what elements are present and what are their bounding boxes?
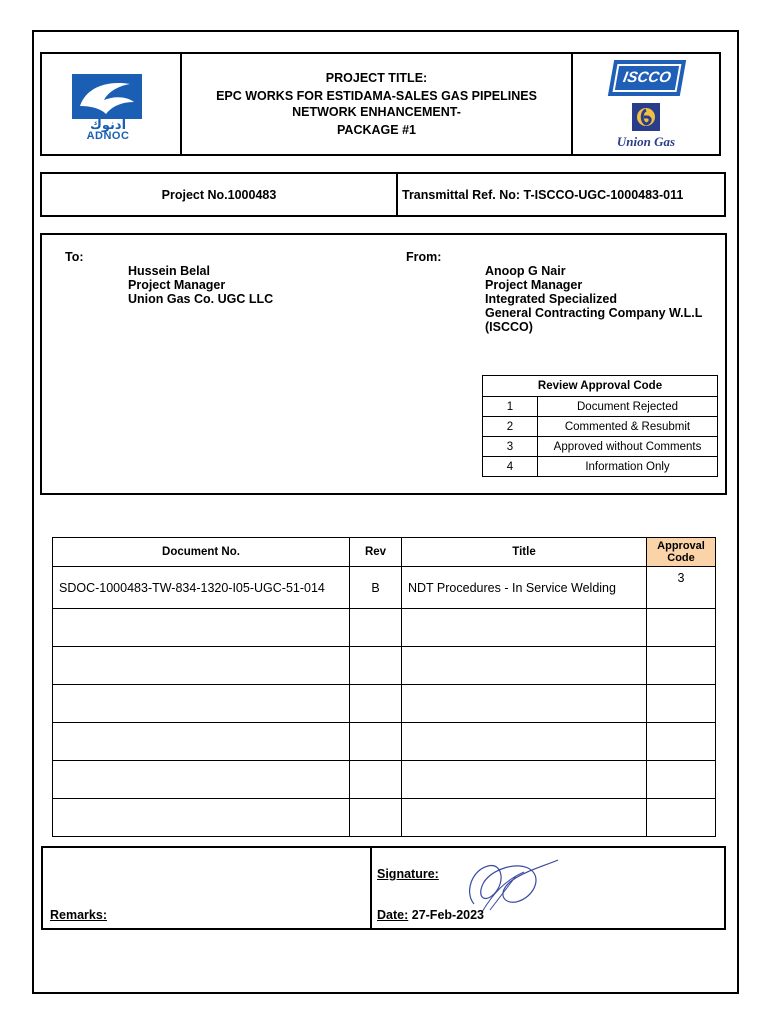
date-line [377,908,484,922]
remarks-signature-section [41,846,726,930]
remarks-label: Remarks: [50,908,107,922]
rev-cell: B [350,567,402,609]
document-table [52,537,716,837]
partner-logos [573,54,719,154]
table-row [53,685,716,723]
approval-header-line2: Code [667,552,695,564]
to-label: To: [65,250,84,264]
doc-no-header: Document No. [53,538,350,567]
title-header: Title [402,538,647,567]
transmittal-ref: Transmittal Ref. No: T-ISCCO-UGC-1000483-011 [402,187,684,202]
iscco-logo [608,60,686,96]
remarks-cell [43,848,372,928]
from-company-line3: (ISCCO) [485,320,533,334]
to-position: Project Manager [128,278,226,292]
project-title-line1: EPC WORKS FOR ESTIDAMA-SALES GAS PIPELINES [216,89,537,103]
table-row [53,799,716,837]
code-cell: 2 [483,417,538,437]
to-name: Hussein Belal [128,264,210,278]
table-row [53,647,716,685]
project-info-row [40,172,726,217]
project-number: Project No.1000483 [42,174,398,215]
from-company-line1: Integrated Specialized [485,292,617,306]
doc-no-cell: SDOC-1000483-TW-834-1320-I05-UGC-51-014 [53,567,350,609]
date-label: Date: [377,908,409,922]
review-approval-code-title: Review Approval Code [483,376,718,397]
adnoc-logo-text: ADNOC [86,130,130,142]
title-cell: NDT Procedures - In Service Welding [402,567,647,609]
iscco-logo-text: ISCCO [621,69,673,86]
from-position: Project Manager [485,278,583,292]
project-title-line3: PACKAGE #1 [337,123,416,137]
code-desc-cell: Approved without Comments [538,437,718,457]
header [40,52,721,156]
approval-code-header [647,538,716,567]
approval-cell: 3 [647,567,716,609]
union-gas-emblem-icon [631,102,661,132]
from-company-line2: General Contracting Company W.L.L [485,306,703,320]
table-row [53,761,716,799]
table-row [483,457,718,477]
table-row [483,437,718,457]
date-value: 27-Feb-2023 [408,908,484,922]
adnoc-logo [42,54,182,154]
project-title-block [182,54,573,154]
project-title-label: PROJECT TITLE: [325,71,428,85]
table-row [53,609,716,647]
adnoc-arabic-text: أدنوك [89,117,127,132]
code-cell: 1 [483,397,538,417]
code-desc-cell: Information Only [538,457,718,477]
code-cell: 3 [483,437,538,457]
code-desc-cell: Document Rejected [538,397,718,417]
table-row [53,567,716,609]
approval-header-line1: Approval [657,540,705,552]
project-title-line2: NETWORK ENHANCEMENT- [292,105,461,119]
rev-header: Rev [350,538,402,567]
signature-label: Signature: [377,867,439,881]
code-cell: 4 [483,457,538,477]
table-row [483,397,718,417]
table-row [53,723,716,761]
code-desc-cell: Commented & Resubmit [538,417,718,437]
from-name: Anoop G Nair [485,264,566,278]
union-gas-logo-text: Union Gas [616,134,676,149]
review-approval-code-table [482,375,718,477]
signature-cell [372,848,724,928]
table-row [483,417,718,437]
to-company: Union Gas Co. UGC LLC [128,292,274,306]
from-label: From: [406,250,442,264]
